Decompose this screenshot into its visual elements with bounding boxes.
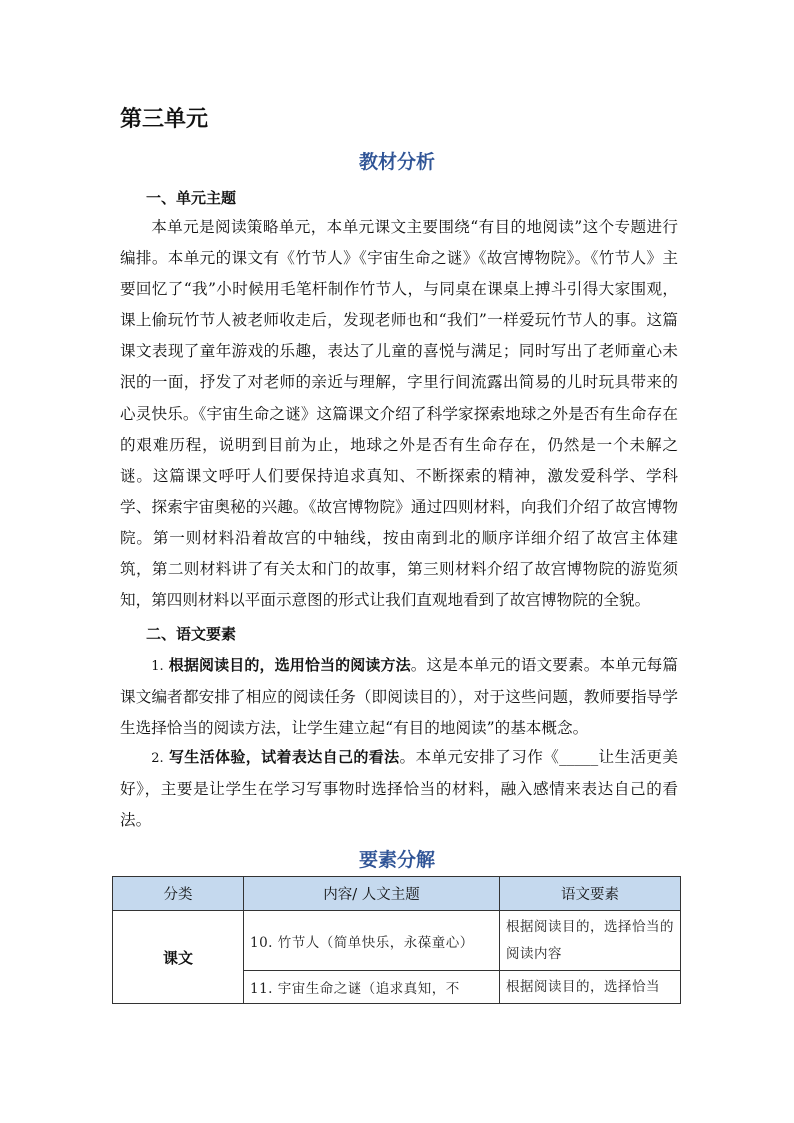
header-category: 分类 — [113, 877, 244, 911]
item-number: 1. — [151, 659, 164, 674]
item-text: 。这是本单元的语文要素。本单元每篇课文编者都安排了相应的阅读任务（即阅读目的），对于这些问题，教师要指导学生选择恰当的阅读方法，让学生建立起“有目的地阅读”的基本概念。 — [120, 656, 678, 738]
item-text: 。本单元安排了习作《_____让生活更美好》，主要是让学生在学习写事物时选择恰当的材料，融入感情来表达自己的看法。 — [120, 748, 678, 830]
element-cell: 根据阅读目的，选择恰当的阅读内容 — [500, 911, 681, 971]
language-element-2 — [120, 742, 678, 836]
section1-heading: 一、单元主题 — [146, 189, 237, 207]
item-number: 2. — [151, 751, 164, 766]
unit-title: 第三单元 — [120, 107, 209, 132]
item-bold: 根据阅读目的，选用恰当的阅读方法 — [168, 656, 411, 674]
table-row — [113, 911, 681, 971]
analysis-title: 教材分析 — [358, 151, 435, 173]
table-header-row — [113, 877, 681, 911]
content-cell: 11. 宇宙生命之谜（追求真知，不 — [244, 971, 500, 1004]
language-element-1 — [120, 650, 678, 744]
category-cell: 课文 — [113, 911, 244, 1004]
element-decomposition-table — [112, 876, 681, 1004]
header-element: 语文要素 — [500, 877, 681, 911]
item-bold: 写生活体验，试着表达自己的看法 — [168, 748, 400, 766]
section2-heading: 二、语文要素 — [146, 625, 237, 643]
decomposition-title: 要素分解 — [358, 849, 435, 871]
header-content: 内容/ 人文主题 — [244, 877, 500, 911]
element-cell: 根据阅读目的，选择恰当 — [500, 971, 681, 1004]
section1-paragraph: 本单元是阅读策略单元，本单元课文主要围绕“有目的地阅读”这个专题进行编排。本单元的课文有《竹节人》《宇宙生命之谜》《故宫博物院》。《竹节人》主要回忆了“我”小时候用毛笔杆制作竹节人，与同桌在课桌上搏斗引得大家围观，课上偷玩竹节人被老师收走后，发现老师也和“我们”一样爱玩竹节人的事。这篇课文表现了童年游戏的乐趣，表达了儿童的喜悦与满足；同时写出了老师童心未泯的一面，抒发了对老师的亲近与理解，字里行间流露出简易的儿时玩具带来的心灵快乐。《宇宙生命之谜》这篇课文介绍了科学家探索地球之外是否有生命存在的艰难历程，说明到目前为止，地球之外是否有生命存在，仍然是一个未解之谜。这篇课文呼吁人们要保持追求真知、不断探索的精神，激发爱科学、学科学、探索宇宙奥秘的兴趣。《故宫博物院》通过四则材料，向我们介绍了故宫博物院。第一则材料沿着故宫的中轴线，按由南到北的顺序详细介绍了故宫主体建筑，第二则材料讲了有关太和门的故事，第三则材料介绍了故宫博物院的游览须知，第四则材料以平面示意图的形式让我们直观地看到了故宫博物院的全貌。 — [120, 218, 678, 610]
content-cell: 10. 竹节人（简单快乐，永葆童心） — [244, 911, 500, 971]
